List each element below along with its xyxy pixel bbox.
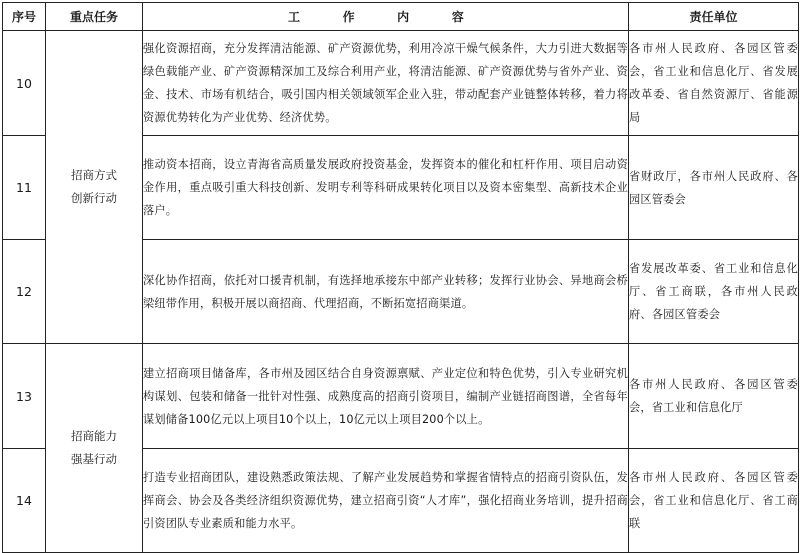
row-content: 深化协作招商，依托对口援青机制，有选择地承接东中部产业转移；发挥行业协会、异地商会桥梁纽带作用，积极开展以商招商、代理招商，不断拓宽招商渠道。 — [143, 240, 629, 344]
header-no: 序号 — [3, 3, 46, 31]
row-content: 推动资本招商，设立青海省高质量发展政府投资基金，发挥资本的催化和杠杆作用、项目启动资金作用，重点吸引重大科技创新、发明专利等科研成果转化项目以及资本密集型、高新技术企业落户。 — [143, 136, 629, 240]
row-content: 打造专业招商团队，建设熟悉政策法规、了解产业发展趋势和掌握省情特点的招商引资队伍，发挥商会、协会及各类经济组织资源优势，建立招商引资“人才库”，强化招商业务培训，提升招商引资团队专业素质和能力水平。 — [143, 449, 629, 553]
row-unit: 各市州人民政府、各园区管委会，省工业和信息化厅、省工商联 — [629, 449, 799, 553]
row-number: 14 — [3, 449, 46, 553]
row-unit: 省财政厅，各市州人民政府、各园区管委会 — [629, 136, 799, 240]
row-number: 11 — [3, 136, 46, 240]
task-group-line2: 创新行动 — [71, 191, 117, 205]
row-unit: 各市州人民政府、各园区管委会，省工业和信息化厅、省发展改革委、省自然资源厅、省能源局 — [629, 31, 799, 136]
task-group-line1: 招商方式 — [71, 168, 117, 182]
header-row — [3, 3, 799, 31]
task-group — [46, 344, 143, 553]
header-content-label: 工 作 内 容 — [288, 10, 483, 24]
table-row — [3, 31, 799, 136]
row-unit: 各市州人民政府、各园区管委会，省工业和信息化厅 — [629, 344, 799, 449]
task-table — [2, 2, 799, 553]
header-task: 重点任务 — [46, 3, 143, 31]
row-content: 建立招商项目储备库，各市州及园区结合自身资源禀赋、产业定位和特色优势，引入专业研究机构谋划、包装和储备一批针对性强、成熟度高的招商引资项目，编制产业链招商图谱，全省每年谋划储备100亿元以上项目10个以上，10亿元以上项目200个以上。 — [143, 344, 629, 449]
table-row — [3, 344, 799, 449]
row-content: 强化资源招商，充分发挥清洁能源、矿产资源优势，利用冷凉干燥气候条件，大力引进大数据等绿色载能产业、矿产资源精深加工及综合利用产业，将清洁能源、矿产资源优势与省外产业、资金、技术、市场有机结合，吸引国内相关领域领军企业入驻，带动配套产业链整体转移，着力将资源优势转化为产业优势、经济优势。 — [143, 31, 629, 136]
header-content — [143, 3, 629, 31]
row-number: 13 — [3, 344, 46, 449]
row-number: 10 — [3, 31, 46, 136]
row-unit: 省发展改革委、省工业和信息化厅、省工商联，各市州人民政府、各园区管委会 — [629, 240, 799, 344]
task-group-line2: 强基行动 — [71, 452, 117, 466]
row-number: 12 — [3, 240, 46, 344]
header-unit: 责任单位 — [629, 3, 799, 31]
task-group — [46, 31, 143, 344]
task-group-line1: 招商能力 — [71, 429, 117, 443]
